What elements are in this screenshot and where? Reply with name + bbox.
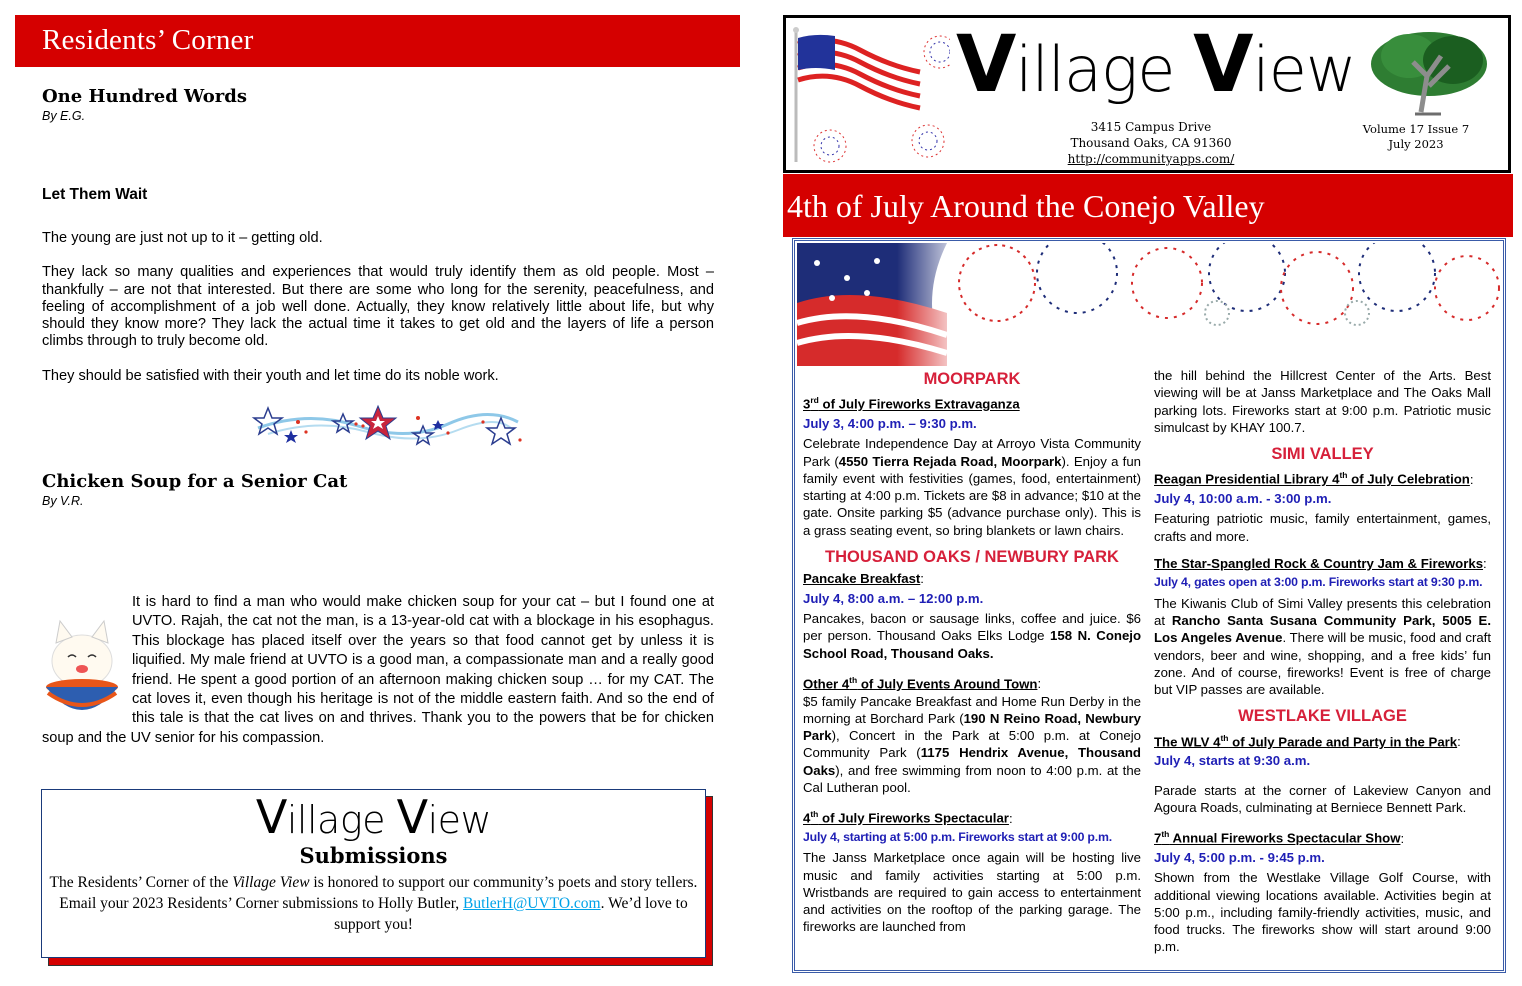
email-link[interactable]: ButlerH@UVTO.com xyxy=(463,895,601,912)
village-view-logo: Village View xyxy=(956,20,1356,110)
event-title: 4th of July Fireworks Spectacular: xyxy=(803,809,1013,826)
event-time: July 4, 5:00 p.m. - 9:45 p.m. xyxy=(1154,850,1325,865)
event-time: July 4, 8:00 a.m. – 12:00 p.m. xyxy=(803,590,984,606)
event-time: July 4, 10:00 a.m. - 3:00 p.m. xyxy=(1154,491,1332,507)
event-description: Pancakes, bacon or sausage links, coffee and juice. $6 per person. Thousand Oaks Elks Lodge 158 N. Conejo School Road, Thousand Oaks. xyxy=(803,610,1141,661)
submissions-box xyxy=(41,789,706,958)
event-description: Featuring patriotic music, family entertainment, games, crafts and more. xyxy=(1154,511,1491,544)
volume-issue: Volume 17 Issue 7 xyxy=(1362,122,1470,136)
residents-corner-page xyxy=(0,0,760,986)
event-title: 3rd of July Fireworks Extravaganza xyxy=(803,395,1020,412)
address-block: 3415 Campus Drive Thousand Oaks, CA 91360 http://communityapps.com/ xyxy=(1067,120,1235,166)
oak-tree-icon xyxy=(1369,26,1491,116)
region-heading-simi-valley: SIMI VALLEY xyxy=(1271,445,1374,464)
issue-date: July 2023 xyxy=(1388,137,1444,151)
events-column-left xyxy=(803,367,1141,946)
event-description-continued: the hill behind the Hillcrest Center of the Arts. Best viewing will be at Janss Marketplace and The Oaks Mall parking lots. Fireworks start at 9:00 p.m. Patriotic music simulcast by KHAY 100.7. xyxy=(1154,368,1491,435)
event-time: July 4, gates open at 3:00 p.m. Fireworks start at 9:30 p.m. xyxy=(1154,575,1483,590)
paragraph: They lack so many qualities and experiences that would truly identify them as old people. Most – thankfully – are not that interested. But there are some who long for the serenity, peacefulness, and feeling of accomplishment of a job well done. Actually, they know relatively little about life, but why should they know more? They lack the actual time it takes to get old and the layers of life a person climbs through to truly become old. xyxy=(42,264,714,350)
event-title: Reagan Presidential Library 4th of July Celebration: xyxy=(1154,470,1474,487)
cat-in-soup-bowl-icon xyxy=(42,613,122,725)
event-description: $5 family Pancake Breakfast and Home Run Derby in the morning at Borchard Park (190 N Reino Road, Newbury Park), Concert in the Park at 5:00 p.m. at Conejo Community Park (1175 Hendrix Avenue, Thousand Oaks), and free swimming from noon to 4:00 p.m. at the Cal Lutheran pool. xyxy=(803,693,1141,796)
event-description: Parade starts at the corner of Lakeview Canyon and Agoura Roads, culminating at Berniece Bennett Park. xyxy=(1154,782,1491,816)
event-title: Pancake Breakfast: xyxy=(803,571,924,587)
event-title: 7th Annual Fireworks Spectacular Show: xyxy=(1154,829,1405,846)
fireworks-banner-icon xyxy=(797,243,1501,366)
event-title: The Star-Spangled Rock & Country Jam & Fireworks: xyxy=(1154,556,1487,572)
section-title: 4th of July Around the Conejo Valley xyxy=(787,188,1265,224)
july-feature-banner xyxy=(783,174,1513,237)
flag-and-fireworks-icon xyxy=(790,26,950,166)
submissions-heading: Submissions xyxy=(299,843,448,868)
paragraph: They should be satisfied with their youth and let time do its noble work. xyxy=(42,367,499,384)
byline: By E.G. xyxy=(42,109,86,123)
events-box xyxy=(792,238,1506,973)
issue-info xyxy=(1356,122,1476,152)
region-heading-westlake: WESTLAKE VILLAGE xyxy=(1238,707,1407,726)
byline: By V.R. xyxy=(42,494,84,508)
paragraph: It is hard to find a man who would make chicken soup for your cat – but I found one at UVTO. Rajah, the cat not the man, is a 13-year-old cat with a blockage in his esophagus. This blockage has placed itself over the years so that food cannot get by unless it is liquified. My male friend at UVTO is a good man, a compassionate man and a really good friend. He spent a good portion of an afternoon making chicken soup … for my CAT. The cat loves it, even though his heritage is not of the middle eastern faith. And so the end of this tale is that the cat lives on and thrives. Thank you to the powers that be for chicken soup and the UV senior for his compassion. xyxy=(42,594,714,746)
story-body xyxy=(42,230,714,402)
paragraph: The young are just not up to it – getting old. xyxy=(42,230,323,246)
event-description: The Kiwanis Club of Simi Valley presents this celebration at Rancho Santa Susana Community Park, 5005 E. Los Angeles Avenue. There will be music, food and craft vendors, beer and wine, shopping, and a free kids’ fun zone. And of course, fireworks! Event is free of charge but VIP passes are available. xyxy=(1154,595,1492,698)
story-body xyxy=(42,593,714,748)
stars-divider-icon xyxy=(248,400,523,446)
story-title-chicken-soup: Chicken Soup for a Senior Cat xyxy=(42,471,348,492)
section-title: Residents’ Corner xyxy=(42,24,254,56)
story-subtitle: Let Them Wait xyxy=(42,186,148,203)
region-heading-moorpark: MOORPARK xyxy=(923,370,1021,388)
event-description: Shown from the Westlake Village Golf Course, with additional viewing locations available. Activities begin at 5:00 p.m., including family-friendly activities, music, and food trucks. The fireworks show will start around 9:00 p.m. xyxy=(1154,870,1491,955)
story-title-one-hundred-words: One Hundred Words xyxy=(42,86,247,107)
event-title: Other 4th of July Events Around Town: xyxy=(803,674,1042,692)
website-link[interactable]: http://communityapps.com/ xyxy=(1067,152,1235,166)
region-heading-thousand-oaks: THOUSAND OAKS / NEWBURY PARK xyxy=(825,548,1119,567)
submissions-text: The Residents’ Corner of the Village View is honored to support our community’s poets and story tellers. Email your 2023 Residents’ Corner submissions to Holly Butler, ButlerH@UVTO.com. We’d love to support you! xyxy=(49,874,698,933)
event-description: The Janss Marketplace once again will be hosting live music and family activities starting at 5:00 p.m. Wristbands are required to gain access to entertainment and activities on the rooftop of the parking garage. The fireworks are launched from xyxy=(803,850,1141,935)
village-view-logo: Village View xyxy=(255,790,492,844)
event-time: July 4, starts at 9:30 a.m. xyxy=(1154,753,1311,769)
event-time: July 4, starting at 5:00 p.m. Fireworks start at 9:00 p.m. xyxy=(803,830,1112,844)
events-column-right xyxy=(1154,367,1491,966)
event-title: The WLV 4th of July Parade and Party in the Park: xyxy=(1154,732,1461,750)
residents-corner-banner xyxy=(15,15,740,67)
event-description: Celebrate Independence Day at Arroyo Vista Community Park (4550 Tierra Rejada Road, Moorpark). Enjoy a fun family event with festivities (games, food, entertainment) starting at 4:00 p.m. Tickets are $8 in advance; $10 at the gate. Onsite parking $5 (advance purchase only). This is a grass seating event, so bring blankets or lawn chairs. xyxy=(803,436,1141,538)
masthead xyxy=(783,15,1511,173)
event-time: July 3, 4:00 p.m. – 9:30 p.m. xyxy=(803,415,977,431)
